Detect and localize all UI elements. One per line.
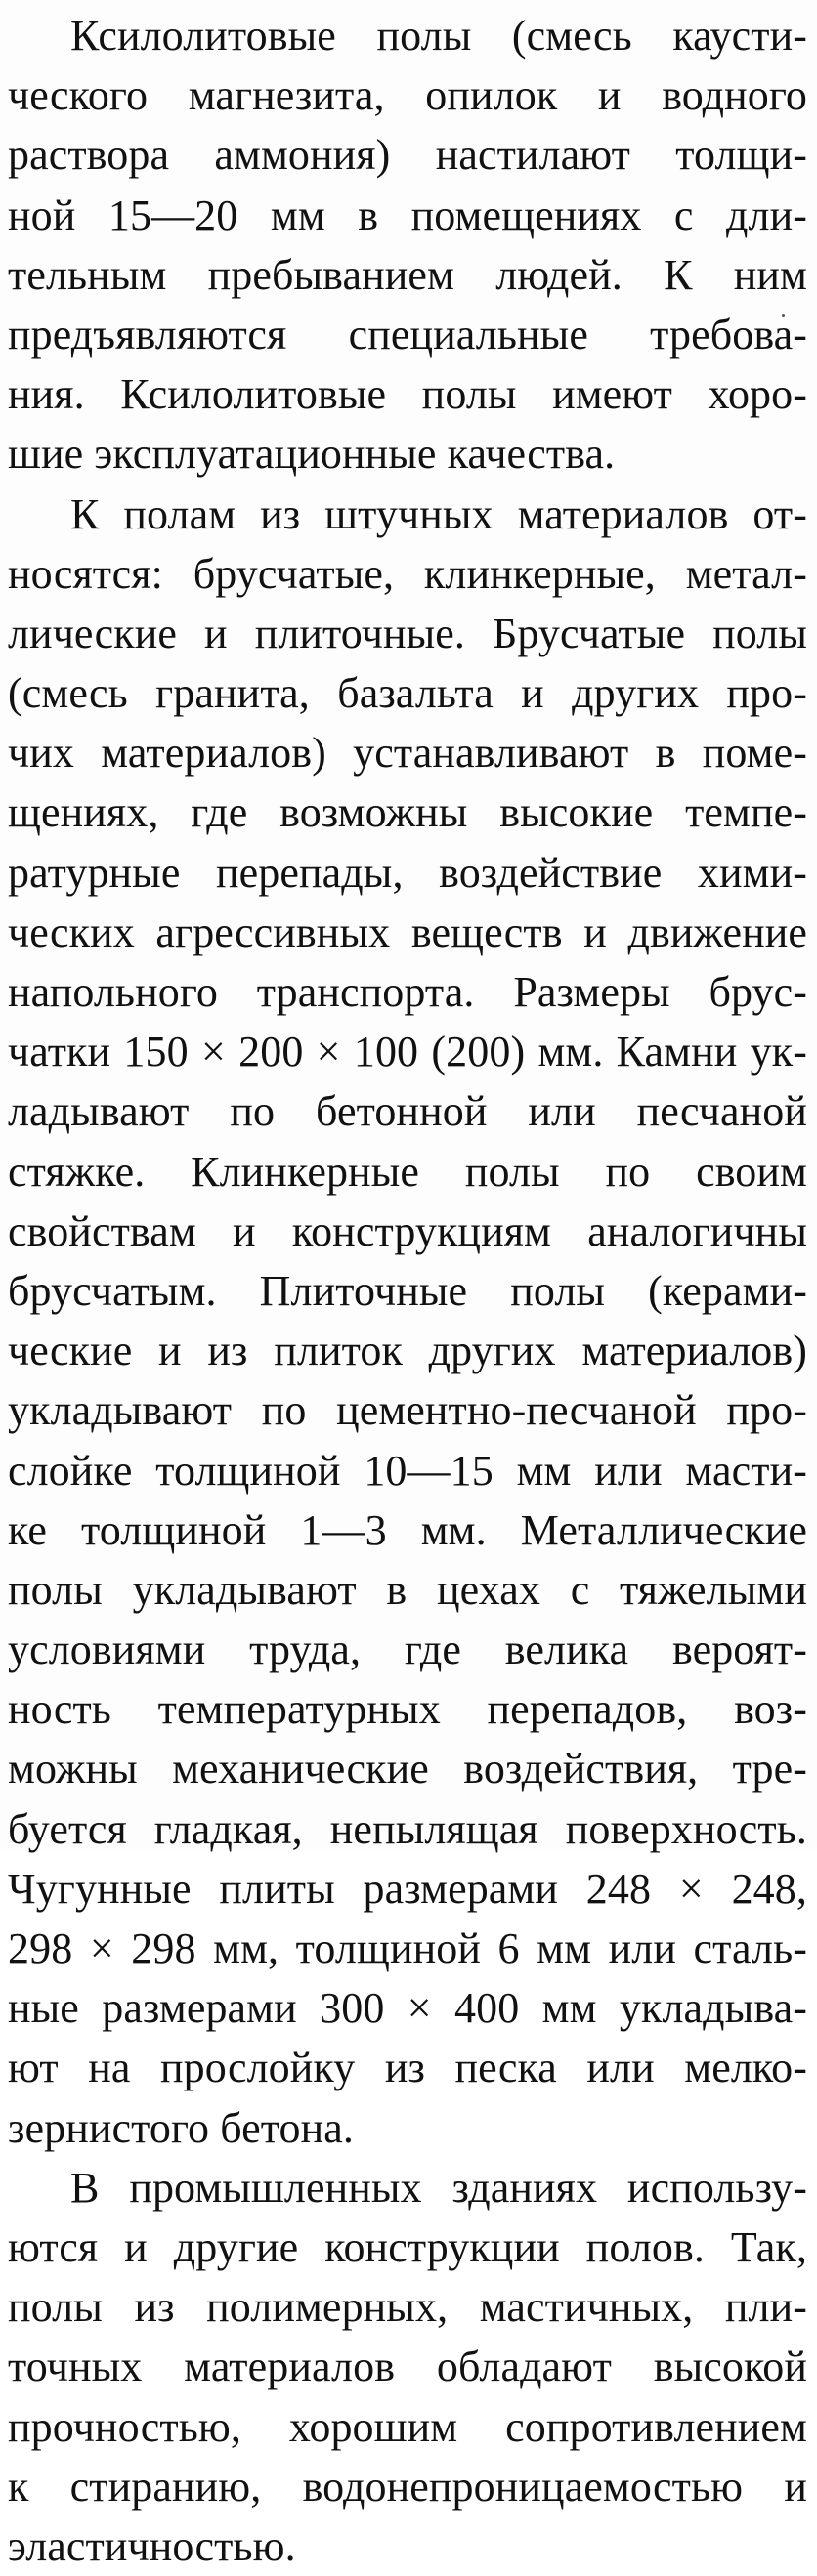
- text-line: ность температурных перепадов, воз-: [8, 1685, 807, 1734]
- text-line: к стиранию, водонепроницаемостью и: [8, 2462, 807, 2511]
- text-line: зернистого бетона.: [8, 2103, 354, 2152]
- text-line: чатки 150 × 200 × 100 (200) мм. Камни ук-: [8, 1028, 807, 1077]
- text-line: ной 15—20 мм в помещениях с дли-: [8, 190, 807, 239]
- text-line: К полам из штучных материалов от-: [70, 489, 807, 538]
- paragraph-1: [8, 6, 807, 485]
- text-line: лические и плиточные. Брусчатые полы: [8, 609, 807, 657]
- paragraph-2: [8, 485, 807, 2158]
- text-line: брусчатым. Плиточные полы (керами-: [8, 1266, 807, 1315]
- text-line: можны механические воздействия, тре-: [8, 1745, 807, 1794]
- text-line: предъявляются специальные требова-: [8, 310, 807, 359]
- text-line: ные размерами 300 × 400 мм укладыва-: [8, 1984, 807, 2033]
- text-line: щениях, где возможны высокие темпе-: [8, 788, 807, 837]
- text-line: эластичностью.: [8, 2521, 296, 2570]
- text-line: буется гладкая, непылящая поверхность.: [8, 1804, 807, 1853]
- text-line: ческих агрессивных веществ и движение: [8, 908, 807, 956]
- text-line: ются и другие конструкции полов. Так,: [8, 2222, 807, 2271]
- text-line: шие эксплуатационные качества.: [8, 430, 616, 479]
- text-line: свойствам и конструкциям аналогичны: [8, 1206, 807, 1255]
- text-line: условиями труда, где велика вероят-: [8, 1626, 807, 1674]
- text-line: ратурные перепады, воздействие хими-: [8, 848, 807, 897]
- text-line: Ксилолитовые полы (смесь каусти-: [70, 12, 807, 60]
- text-line: полы из полимерных, мастичных, пли-: [8, 2283, 807, 2332]
- paragraph-3: [8, 2158, 807, 2576]
- text-line: ческого магнезита, опилок и водного: [8, 71, 807, 120]
- text-line: 298 × 298 мм, толщиной 6 мм или сталь-: [8, 1924, 807, 1972]
- text-column: [8, 6, 807, 2576]
- text-line: чих материалов) устанавливают в поме-: [8, 729, 807, 778]
- text-line: слойке толщиной 10—15 мм или масти-: [8, 1446, 807, 1495]
- text-line: стяжке. Клинкерные полы по своим: [8, 1147, 807, 1196]
- text-line: ладывают по бетонной или песчаной: [8, 1087, 807, 1136]
- text-line: точных материалов обладают высокой: [8, 2343, 807, 2391]
- text-line: ке толщиной 1—3 мм. Металлические: [8, 1505, 807, 1554]
- text-line: (смесь гранита, базальта и других про-: [8, 669, 807, 718]
- text-line: Чугунные плиты размерами 248 × 248,: [8, 1864, 807, 1913]
- text-line: полы укладывают в цехах с тяжелыми: [8, 1565, 807, 1614]
- text-line: раствора аммония) настилают толщи-: [8, 131, 807, 180]
- text-line: В промышленных зданиях использу-: [70, 2163, 807, 2212]
- text-line: ческие и из плиток других материалов): [8, 1327, 807, 1375]
- text-line: напольного транспорта. Размеры брус-: [8, 968, 807, 1016]
- text-line: носятся: брусчатые, клинкерные, метал-: [8, 549, 807, 598]
- text-line: прочностью, хорошим сопротивлением: [8, 2402, 807, 2451]
- text-line: укладывают по цементно-песчаной про-: [8, 1386, 807, 1435]
- text-line: тельным пребыванием людей. К ним: [8, 250, 807, 299]
- text-line: ния. Ксилолитовые полы имеют хоро-: [8, 370, 807, 419]
- text-line: ют на прослойку из песка или мелко-: [8, 2044, 807, 2092]
